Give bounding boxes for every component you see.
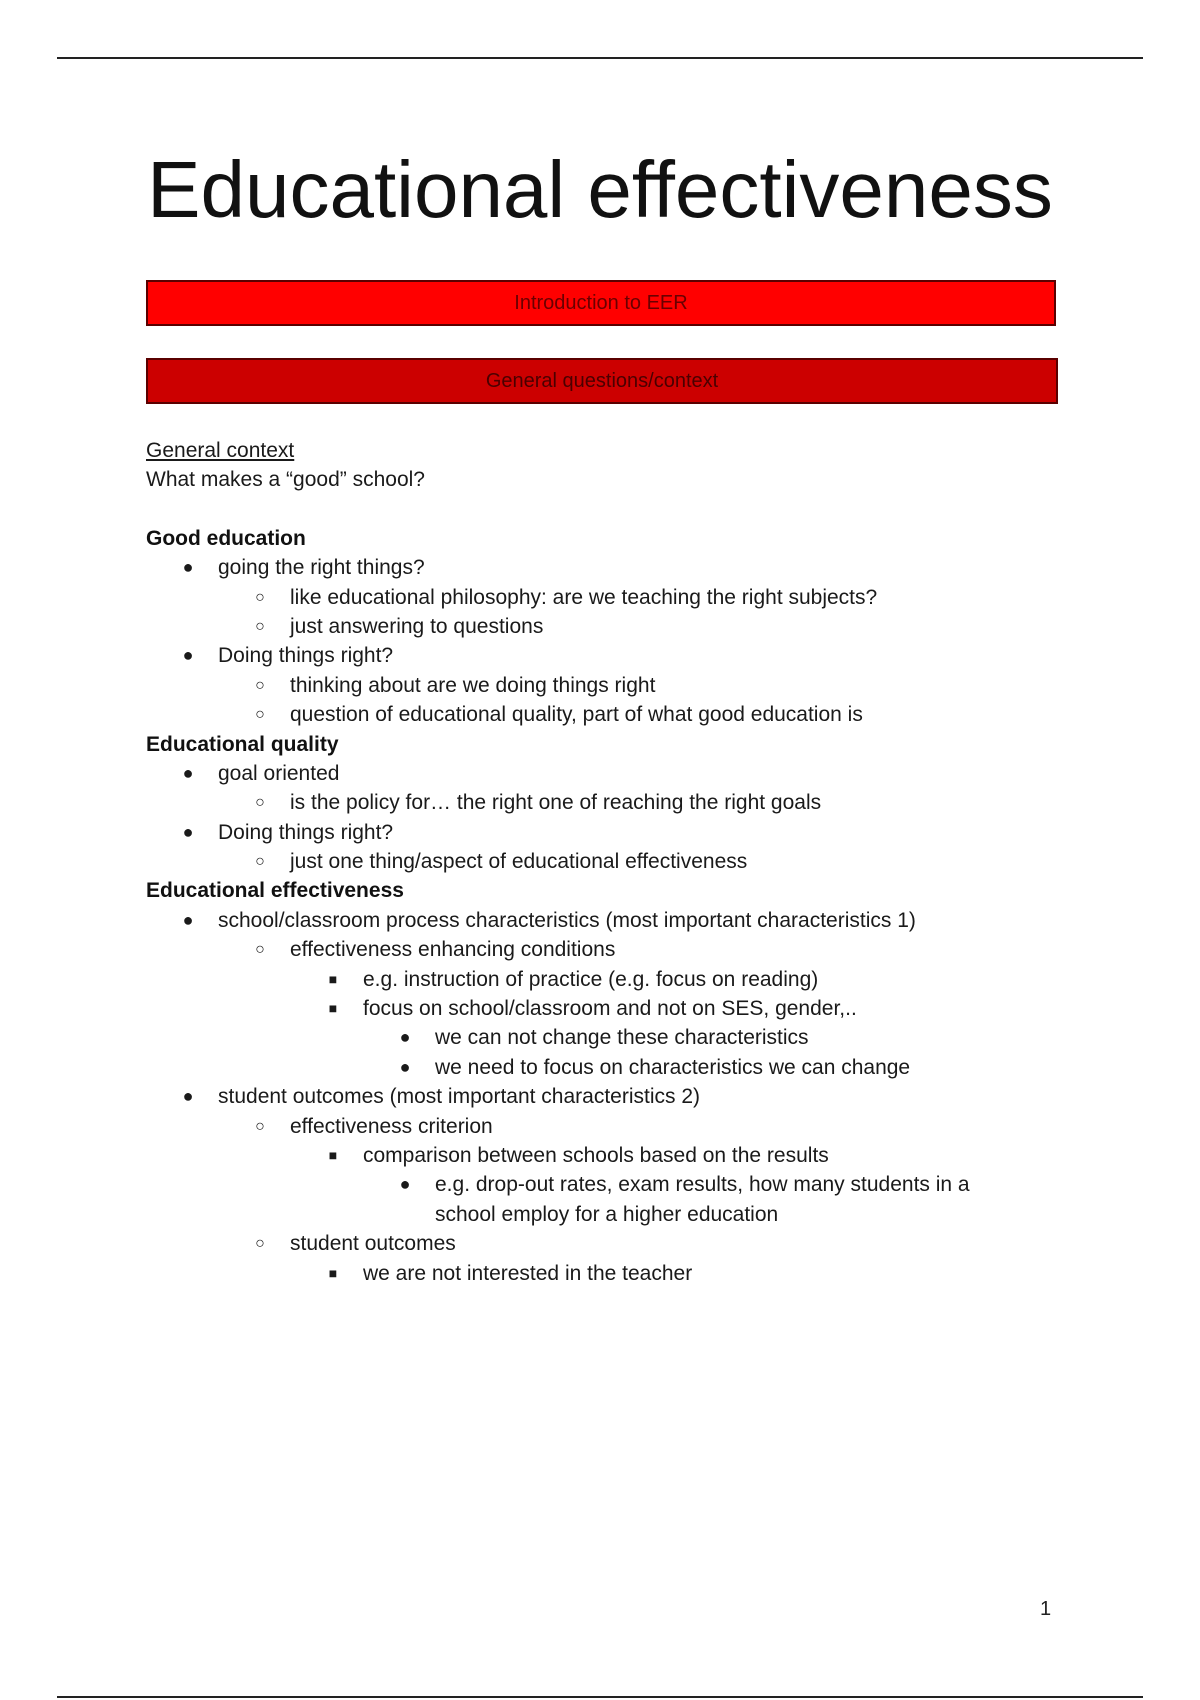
circle-marker: ○ (255, 676, 265, 694)
list-item-text: effectiveness enhancing conditions (290, 938, 616, 962)
document-title: Educational effectiveness (147, 145, 1053, 234)
context-heading: General context (146, 439, 295, 462)
paragraph-gap (146, 495, 1096, 524)
bullet-marker: ● (182, 909, 194, 930)
bullet-marker: ● (182, 645, 194, 666)
circle-marker: ○ (255, 617, 265, 635)
list-item (146, 1112, 1096, 1141)
list-item (146, 965, 1096, 994)
list-item (146, 935, 1096, 964)
list-item-text: going the right things? (218, 556, 425, 580)
bullet-marker: ● (182, 821, 194, 842)
list-item (146, 1170, 1096, 1199)
list-item (146, 553, 1096, 582)
list-item (146, 1082, 1096, 1111)
bullet-marker: ● (399, 1027, 411, 1048)
list-item (146, 583, 1096, 612)
bullet-marker: ● (399, 1174, 411, 1195)
circle-marker: ○ (255, 941, 265, 959)
list-item (146, 759, 1096, 788)
list-item-text: school/classroom process characteristics (most important characteristics 1) (218, 908, 916, 932)
circle-marker: ○ (255, 853, 265, 871)
top-rule (57, 57, 1143, 59)
list-item-text: is the policy for… the right one of reaching the right goals (290, 791, 822, 815)
bullet-marker: ● (182, 762, 194, 783)
list-item-text: e.g. instruction of practice (e.g. focus on reading) (363, 967, 819, 991)
list-item-text: Doing things right? (218, 644, 394, 668)
list-item (146, 1023, 1096, 1052)
list-item (146, 818, 1096, 847)
list-item-text: student outcomes (most important characteristics 2) (218, 1085, 701, 1109)
list-item (146, 788, 1096, 817)
list-item-text: school employ for a higher education (435, 1202, 779, 1226)
section-banner (146, 280, 1056, 326)
square-marker: ■ (328, 1146, 338, 1163)
page-number: 1 (1040, 1598, 1052, 1620)
list-item-text: we can not change these characteristics (435, 1026, 809, 1050)
list-item-text: we are not interested in the teacher (363, 1261, 693, 1285)
list-item-text: effectiveness criterion (290, 1114, 493, 1138)
square-marker: ■ (328, 1000, 338, 1017)
list-item (146, 847, 1096, 876)
document-body (146, 436, 1096, 1288)
bullet-marker: ● (399, 1056, 411, 1077)
bullet-marker: ● (182, 1086, 194, 1107)
good-education-heading: Good education (146, 526, 306, 550)
list-item-text: question of educational quality, part of what good education is (290, 703, 863, 727)
list-item-continuation (146, 1200, 1096, 1229)
list-item (146, 906, 1096, 935)
list-item (146, 641, 1096, 670)
list-item-text: e.g. drop-out rates, exam results, how many students in a (435, 1173, 970, 1197)
circle-marker: ○ (255, 1235, 265, 1253)
list-item-text: just answering to questions (290, 614, 544, 638)
list-item-text: like educational philosophy: are we teaching the right subjects? (290, 585, 878, 609)
square-marker: ■ (328, 970, 338, 987)
subsection-banner (146, 358, 1058, 404)
list-item-text: goal oriented (218, 761, 340, 785)
subsection-banner-label: General questions/context (485, 369, 719, 392)
bottom-rule (57, 1696, 1143, 1698)
circle-marker: ○ (255, 1117, 265, 1135)
list-item-text: student outcomes (290, 1232, 456, 1256)
list-item (146, 612, 1096, 641)
list-item (146, 1259, 1096, 1288)
list-item-text: comparison between schools based on the results (363, 1143, 829, 1167)
circle-marker: ○ (255, 588, 265, 606)
educational-quality-heading: Educational quality (146, 732, 339, 756)
list-item-text: just one thing/aspect of educational effectiveness (290, 850, 748, 874)
square-marker: ■ (328, 1264, 338, 1281)
context-question: What makes a “good” school? (146, 468, 425, 492)
list-item (146, 1229, 1096, 1258)
list-item-text: focus on school/classroom and not on SES, gender,.. (363, 997, 857, 1021)
educational-effectiveness-heading: Educational effectiveness (146, 879, 404, 903)
list-item (146, 1053, 1096, 1082)
list-item-text: we need to focus on characteristics we can change (435, 1055, 911, 1079)
list-item (146, 700, 1096, 729)
list-item-text: thinking about are we doing things right (290, 673, 656, 697)
circle-marker: ○ (255, 706, 265, 724)
list-item (146, 994, 1096, 1023)
list-item-text: Doing things right? (218, 820, 394, 844)
list-item (146, 671, 1096, 700)
circle-marker: ○ (255, 794, 265, 812)
section-banner-label: Introduction to EER (514, 291, 688, 314)
bullet-marker: ● (182, 557, 194, 578)
list-item (146, 1141, 1096, 1170)
